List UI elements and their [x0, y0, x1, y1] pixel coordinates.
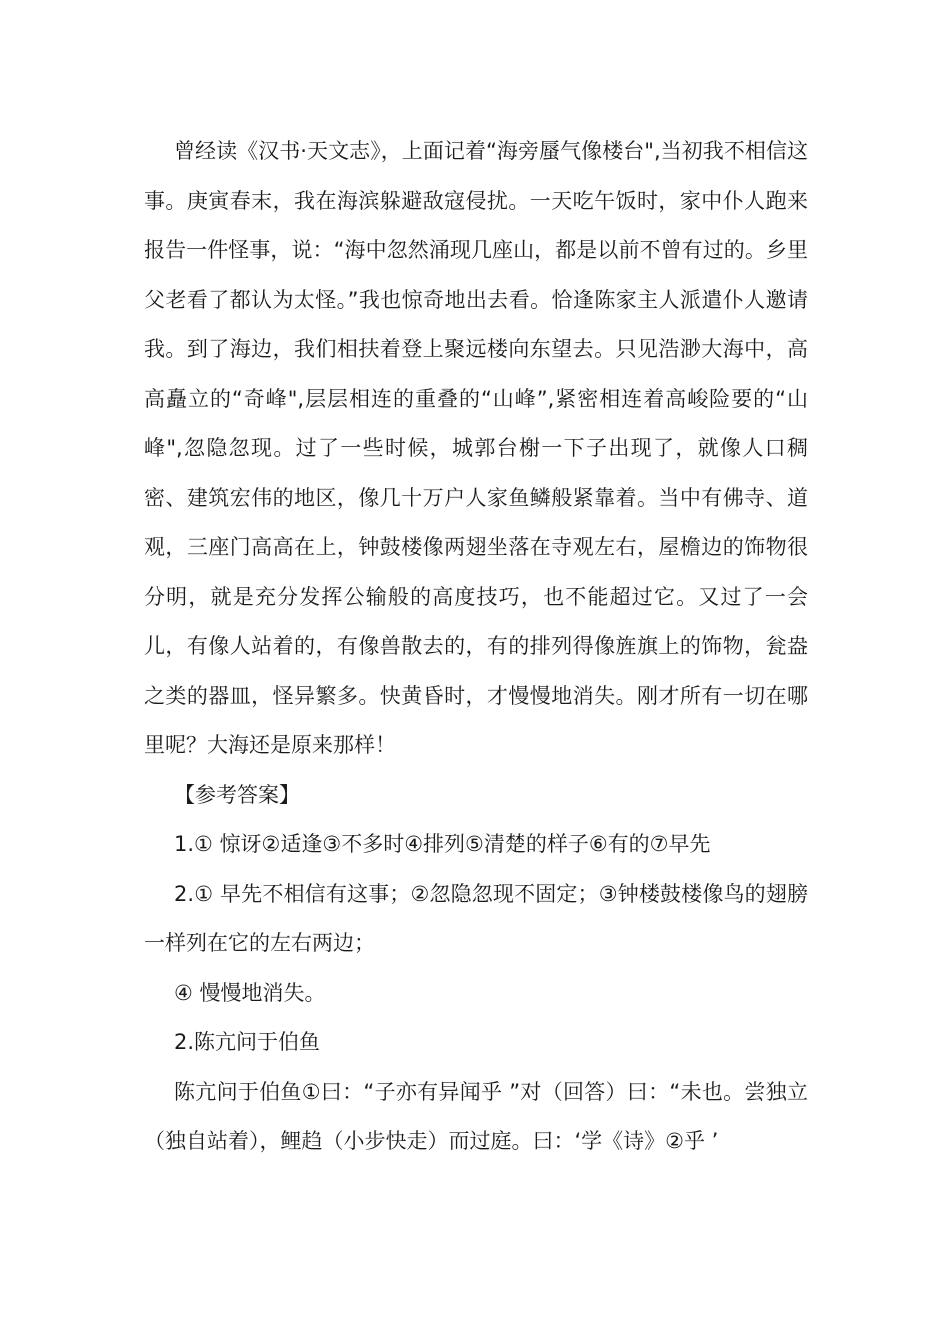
answer-item-2-point-4: ④ 慢慢地消失。: [174, 980, 326, 1005]
document-body: [144, 127, 808, 1167]
answer-item-2: 2.① 早先不相信有这事；②忽隐忽现不固定；③钟楼鼓楼像鸟的翅膀一样列在它的左右两边；: [144, 881, 808, 955]
section-title: 2.陈亢问于伯鱼: [174, 1030, 321, 1054]
answer-item-1: 1.① 惊讶②适逢③不多时④排列⑤清楚的样子⑥有的⑦早先: [174, 832, 711, 856]
translation-paragraph: 曾经读《汉书·天文志》，上面记着“海旁蜃气像楼台",当初我不相信这事。庚寅春末，我在海滨躲避敌寇侵扰。一天吃午饭时，家中仆人跑来报告一件怪事，说：“海中忽然涌现几座山，都是以前不曾有过的。乡里父老看了都认为太怪。”我也惊奇地出去看。恰逢陈家主人派遣仆人邀请我。到了海边，我们相扶着登上聚远楼向东望去。只见浩渺大海中，高高矗立的“奇峰",层层相连的重叠的“山峰”,紧密相连着高峻险要的“山峰",忽隐忽现。过了一些时候，城郭台榭一下子出现了，就像人口稠密、建筑宏伟的地区，像几十万户人家鱼鳞般紧靠着。当中有佛寺、道观，三座门高高在上，钟鼓楼像两翅坐落在寺观左右，屋檐边的饰物很分明，就是充分发挥公输般的高度技巧，也不能超过它。又过了一会儿，有像人站着的，有像兽散去的，有的排列得像旌旗上的饰物，瓮盎之类的器皿，怪异繁多。快黄昏时，才慢慢地消失。刚才所有一切在哪里呢？大海还是原来那样！: [144, 139, 808, 757]
passage-paragraph: 陈亢问于伯鱼①曰：“子亦有异闻乎 ”对（回答）曰：“未也。尝独立（独自站着），鲤趋（小步快走）而过庭。曰：‘学《诗》②乎 ’: [144, 1079, 808, 1153]
answer-heading: 【参考答案】: [174, 782, 300, 807]
